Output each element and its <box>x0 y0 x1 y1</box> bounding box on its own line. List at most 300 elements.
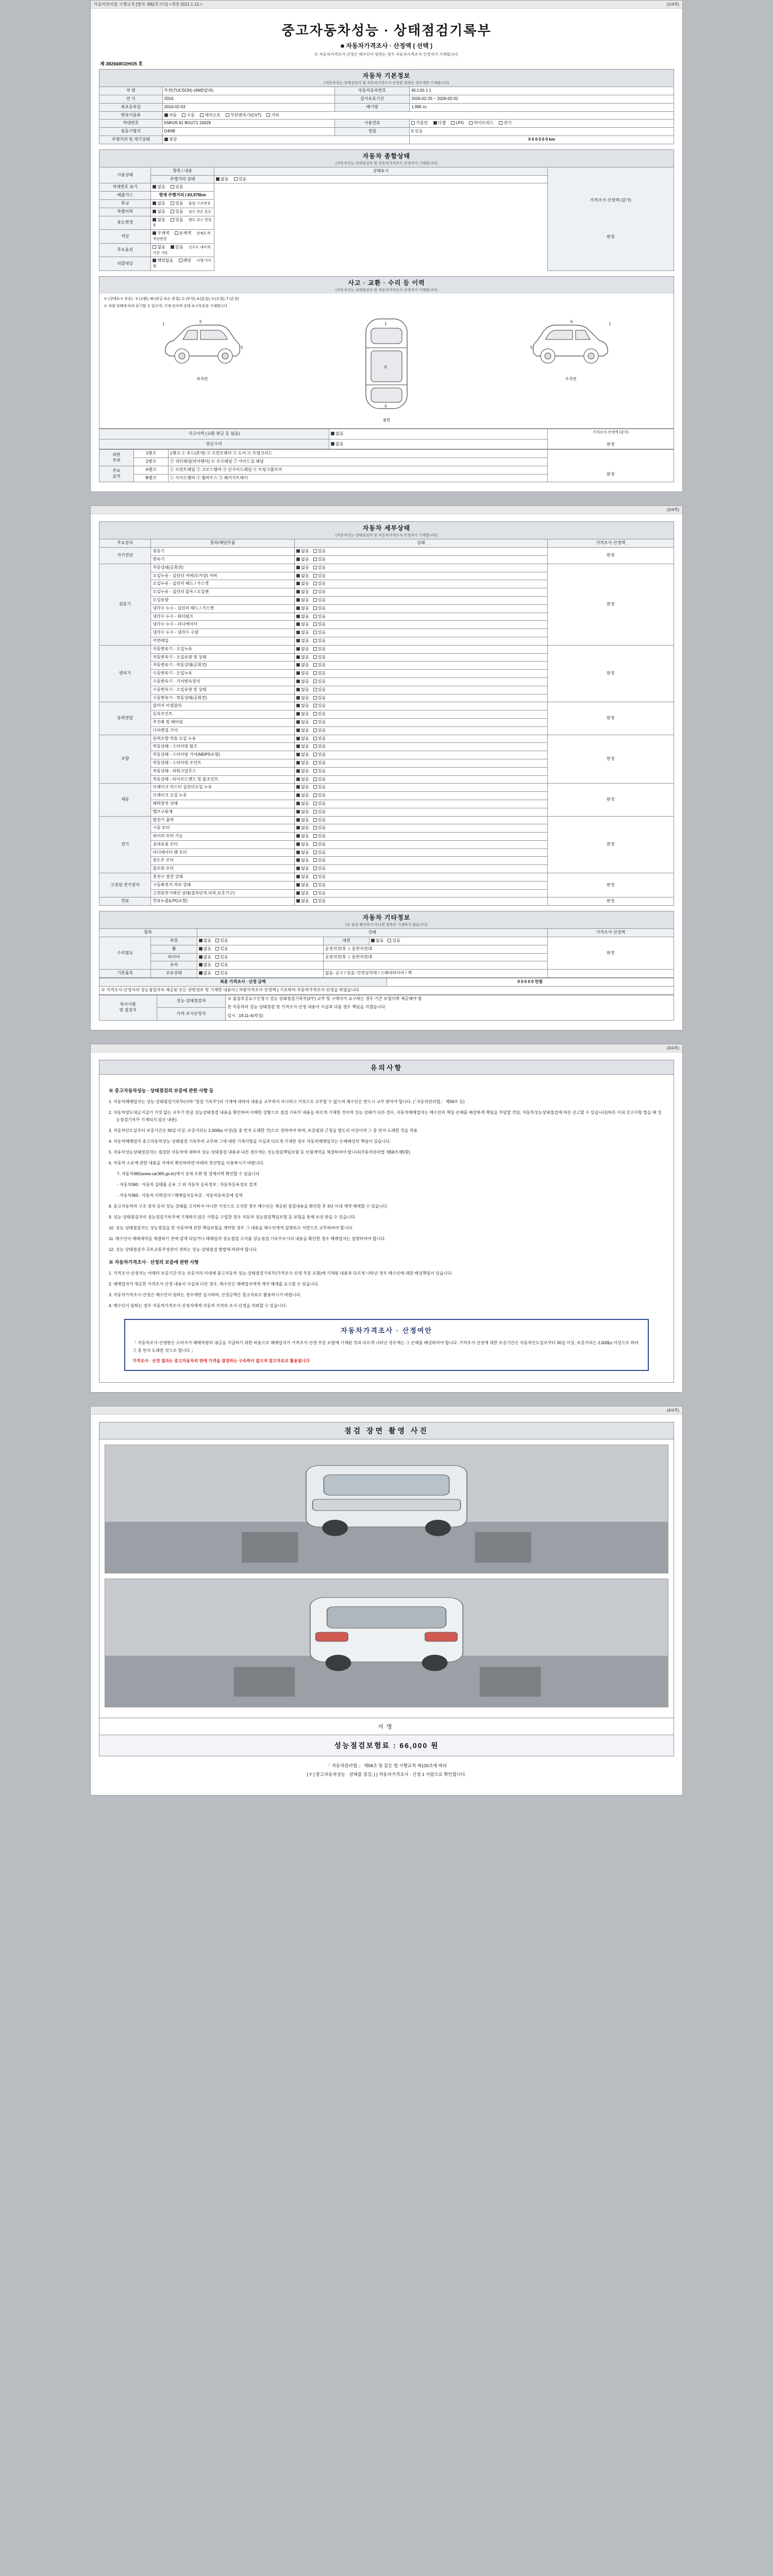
checkbox-icon[interactable] <box>296 785 300 789</box>
checkbox-icon[interactable] <box>313 891 317 895</box>
status-option[interactable]: 없음 <box>296 883 309 888</box>
checkbox-icon[interactable] <box>296 639 300 642</box>
status-option[interactable]: 없음 <box>296 557 309 563</box>
status-option[interactable]: 있음 <box>313 622 326 628</box>
checkbox-icon[interactable] <box>313 761 317 765</box>
status-option[interactable]: 있음 <box>313 769 326 774</box>
checkbox-icon[interactable] <box>313 810 317 814</box>
status-option[interactable]: 있음 <box>313 801 326 807</box>
status-option[interactable]: 없음 <box>296 874 309 880</box>
checkbox-icon[interactable] <box>469 121 473 125</box>
page-mark-1: (1/4쪽) <box>666 2 679 7</box>
checkbox-icon[interactable] <box>199 947 203 951</box>
checkbox-icon[interactable] <box>313 883 317 887</box>
status-option[interactable]: 있음 <box>313 809 326 815</box>
status-option[interactable]: 없음 <box>199 938 211 944</box>
status-option[interactable]: 없음 <box>296 842 309 848</box>
table-row <box>99 873 674 882</box>
status-option[interactable]: 없음 <box>296 818 309 823</box>
status-option[interactable]: 있음 <box>215 955 228 960</box>
status-option[interactable]: 있음 <box>313 565 326 571</box>
status-option[interactable]: 있음 <box>313 785 326 790</box>
checkbox-icon[interactable] <box>411 121 415 125</box>
accident-verdict: 판정 <box>607 442 615 447</box>
checkbox-icon[interactable] <box>313 769 317 773</box>
status-option[interactable]: 없음 <box>199 955 211 960</box>
status-option[interactable]: 있음 <box>313 825 326 831</box>
status-option[interactable]: 없음 <box>296 687 309 693</box>
checkbox-icon[interactable] <box>296 851 300 854</box>
transmission-option[interactable]: 세미오토 <box>200 113 221 118</box>
status-option[interactable]: 있음 <box>313 696 326 701</box>
checkbox-icon[interactable] <box>313 842 317 846</box>
status-option[interactable]: 있음 <box>313 818 326 823</box>
status-option[interactable]: 유채색 <box>175 231 191 236</box>
checkbox-icon[interactable] <box>199 971 203 975</box>
status-option[interactable]: 있음 <box>313 598 326 603</box>
checkbox-icon[interactable] <box>313 639 317 642</box>
item-state <box>295 677 548 686</box>
status-option[interactable]: 있음 <box>313 589 326 595</box>
checkbox-icon[interactable] <box>296 761 300 765</box>
item-state <box>295 808 548 816</box>
fuel-option[interactable]: LPG <box>451 121 464 126</box>
checkbox-icon[interactable] <box>296 598 300 602</box>
status-option[interactable]: 없음 <box>331 431 343 437</box>
checkbox-icon[interactable] <box>313 557 317 561</box>
row-label: 주행거리 상태 <box>151 175 214 183</box>
checkbox-icon[interactable] <box>313 688 317 691</box>
status-option[interactable]: 있음 <box>313 581 326 587</box>
checkbox-icon[interactable] <box>296 712 300 716</box>
status-option[interactable]: 없음 <box>296 589 309 595</box>
status-option[interactable]: 없음 <box>296 573 309 579</box>
status-option[interactable]: 없음 <box>371 938 383 944</box>
checkbox-icon[interactable] <box>199 963 203 967</box>
fuel-option[interactable]: 디젤 <box>433 121 446 126</box>
status-option[interactable]: 없음 <box>296 647 309 652</box>
status-option[interactable]: 없음 <box>296 581 309 587</box>
status-option[interactable]: 없음 <box>296 834 309 839</box>
checkbox-icon[interactable] <box>313 867 317 870</box>
checkbox-icon[interactable] <box>499 121 502 125</box>
status-option[interactable]: 없음 <box>331 442 343 447</box>
checkbox-icon[interactable] <box>296 875 300 878</box>
item-label: 발전기 출력 <box>151 816 295 824</box>
checkbox-icon[interactable] <box>215 971 219 975</box>
label-inspector: 성능·상태점검자 <box>157 995 226 1008</box>
checkbox-icon[interactable] <box>199 955 203 959</box>
checkbox-icon[interactable] <box>179 259 182 262</box>
status-option[interactable]: 있음 <box>313 883 326 888</box>
checkbox-icon[interactable] <box>296 704 300 707</box>
checkbox-icon[interactable] <box>313 622 317 626</box>
checkbox-icon[interactable] <box>153 210 156 213</box>
checkbox-icon[interactable] <box>313 826 317 829</box>
checkbox-icon[interactable] <box>296 663 300 667</box>
status-option[interactable]: 없음 <box>296 696 309 701</box>
checkbox-icon[interactable] <box>313 785 317 789</box>
status-option[interactable]: 해당없음 <box>153 258 173 264</box>
checkbox-icon[interactable] <box>296 826 300 829</box>
row-status <box>151 200 214 208</box>
row-note: 불법 구조변경 <box>188 202 211 206</box>
checkbox-icon[interactable] <box>313 549 317 553</box>
checkbox-icon[interactable] <box>199 939 203 942</box>
label-first-reg: 최초등록일 <box>99 103 163 111</box>
status-option[interactable]: 없음 <box>296 801 309 807</box>
status-option[interactable]: 없음 <box>296 720 309 725</box>
inspection-fee: 성능점검보험료 : 66,000 원 <box>334 1741 439 1750</box>
checkbox-icon[interactable] <box>296 858 300 862</box>
status-option[interactable]: 있음 <box>313 663 326 668</box>
checkbox-icon[interactable] <box>331 432 334 435</box>
checkbox-icon[interactable] <box>296 557 300 561</box>
status-option[interactable]: 없음 <box>296 777 309 783</box>
status-option[interactable]: 있음 <box>313 711 326 717</box>
status-option[interactable]: 없음 <box>199 946 211 952</box>
checkbox-icon[interactable] <box>313 606 317 610</box>
status-option[interactable]: 없음 <box>296 744 309 750</box>
status-option[interactable]: 없음 <box>296 703 309 709</box>
checkbox-icon[interactable] <box>153 185 156 189</box>
checkbox-icon[interactable] <box>296 590 300 594</box>
group-price: 판정 <box>547 645 674 702</box>
status-option[interactable]: 없음 <box>153 184 165 190</box>
page-subnote: ※ 자동차가격조사·산정은 매수인이 원하는 경우 자동차가격조사·산정자가 기재합니다. <box>314 52 459 57</box>
status-option[interactable]: 없음 <box>153 245 165 250</box>
checkbox-icon[interactable] <box>171 201 174 205</box>
checkbox-icon[interactable] <box>153 201 156 205</box>
row-note: 침수 전손 분손 <box>188 210 212 214</box>
checkbox-icon[interactable] <box>313 671 317 675</box>
checkbox-icon[interactable] <box>296 802 300 805</box>
checkbox-icon[interactable] <box>313 737 317 740</box>
status-option[interactable]: 있음 <box>313 638 326 644</box>
checkbox-icon[interactable] <box>296 842 300 846</box>
checkbox-icon[interactable] <box>296 688 300 691</box>
status-option[interactable]: 있음 <box>313 720 326 725</box>
svg-text:6: 6 <box>570 319 573 324</box>
status-option[interactable]: 있음 <box>313 703 326 709</box>
status-option[interactable]: 없음 <box>296 606 309 612</box>
checkbox-icon[interactable] <box>234 177 238 181</box>
status-option[interactable]: 없음 <box>296 565 309 571</box>
checkbox-icon[interactable] <box>313 598 317 602</box>
status-option[interactable]: 없음 <box>296 891 309 896</box>
label-engine-type: 원동기형식 <box>99 128 163 136</box>
checkbox-icon[interactable] <box>313 720 317 724</box>
checkbox-icon[interactable] <box>296 566 300 569</box>
checkbox-icon[interactable] <box>296 647 300 651</box>
checkbox-icon[interactable] <box>215 947 219 951</box>
checkbox-icon[interactable] <box>164 113 168 117</box>
checkbox-icon[interactable] <box>313 574 317 578</box>
checkbox-icon[interactable] <box>226 113 229 117</box>
checkbox-icon[interactable] <box>296 720 300 724</box>
checkbox-icon[interactable] <box>313 875 317 878</box>
checkbox-icon[interactable] <box>313 566 317 569</box>
checkbox-icon[interactable] <box>331 442 334 446</box>
status-option[interactable]: 있음 <box>313 728 326 734</box>
status-option[interactable]: 없음 <box>296 679 309 685</box>
status-option[interactable]: 있음 <box>215 962 228 968</box>
checkbox-icon[interactable] <box>388 939 391 942</box>
status-option[interactable]: 없음 <box>296 614 309 620</box>
checkbox-icon[interactable] <box>296 631 300 634</box>
notice-heading-1: ※ 중고자동차성능 · 상태점검의 보증에 관한 사항 등 <box>109 1088 214 1094</box>
status-option[interactable]: 있음 <box>313 834 326 839</box>
group-price: 판정 <box>547 897 674 906</box>
checkbox-icon[interactable] <box>266 113 270 117</box>
status-option[interactable]: 있음 <box>313 899 326 904</box>
status-option[interactable]: 무채색 <box>153 231 169 236</box>
checkbox-icon[interactable] <box>296 891 300 895</box>
status-option[interactable]: 있음 <box>313 842 326 848</box>
row-note: 전체도색 색상변경 <box>153 232 211 241</box>
checkbox-icon[interactable] <box>296 671 300 675</box>
checkbox-icon[interactable] <box>296 582 300 585</box>
status-option[interactable]: 있음 <box>313 777 326 783</box>
status-option[interactable]: 있음 <box>313 614 326 620</box>
checkbox-icon[interactable] <box>153 259 156 262</box>
checkbox-icon[interactable] <box>296 606 300 610</box>
notice-item: 7. 자동차365(www.car365.go.kr)에서 상세 조회 및 경제이력 확인할 수 있습니다 <box>117 1171 260 1176</box>
checkbox-icon[interactable] <box>164 138 168 141</box>
checkbox-icon[interactable] <box>171 245 174 249</box>
status-option[interactable]: 있음 <box>313 752 326 758</box>
status-option[interactable]: 없음 <box>296 655 309 660</box>
checkbox-icon[interactable] <box>171 185 174 189</box>
label-fuel: 사용연료 <box>335 120 410 128</box>
status-option[interactable]: 있음 <box>313 630 326 636</box>
status-option[interactable]: 있음 <box>313 760 326 766</box>
status-option[interactable]: 있음 <box>171 201 183 207</box>
status-option[interactable]: 없음 <box>216 177 228 182</box>
checkbox-icon[interactable] <box>296 834 300 838</box>
status-option[interactable]: 있음 <box>313 573 326 579</box>
status-option[interactable]: 없음 <box>296 671 309 676</box>
checkbox-icon[interactable] <box>313 680 317 683</box>
checkbox-icon[interactable] <box>296 810 300 814</box>
checkbox-icon[interactable] <box>296 899 300 903</box>
checkbox-icon[interactable] <box>175 231 178 235</box>
status-option[interactable]: 있음 <box>171 184 183 190</box>
checkbox-icon[interactable] <box>313 858 317 862</box>
checkbox-icon[interactable] <box>313 744 317 748</box>
status-option[interactable]: 없음 <box>296 549 309 554</box>
checkbox-icon[interactable] <box>313 728 317 732</box>
checkbox-icon[interactable] <box>313 777 317 781</box>
car-side-right-icon <box>527 315 615 371</box>
checkbox-icon[interactable] <box>313 899 317 903</box>
status-option[interactable]: 있음 <box>313 671 326 676</box>
checkbox-icon[interactable] <box>313 582 317 585</box>
item-label: 자동변속기 - 오일누유 <box>151 645 295 653</box>
checkbox-icon[interactable] <box>451 121 455 125</box>
notice-sub-item: 1. 가격조사·산정자는 아래의 보증기간 또는 보증거리 이내에 중고자동차 성능·상태점검기록부(가격조사·산정 부분 포함)에 기재된 내용과 다르게 나타난 경우 매수인에 대한 배상책임이 있습니다. <box>109 1270 453 1276</box>
checkbox-icon[interactable] <box>313 663 317 667</box>
item-interior: 내장 <box>323 937 369 945</box>
status-option[interactable]: 있음 <box>313 891 326 896</box>
status-option[interactable]: 없음 <box>153 209 165 215</box>
status-option[interactable]: 없음 <box>296 769 309 774</box>
col-main-device: 주요장치 <box>99 539 151 548</box>
checkbox-icon[interactable] <box>313 631 317 634</box>
status-option[interactable]: 있음 <box>313 647 326 652</box>
status-option[interactable]: 있음 <box>215 971 228 976</box>
status-option[interactable]: 없음 <box>296 858 309 863</box>
checkbox-icon[interactable] <box>200 113 204 117</box>
transmission-option[interactable]: 수동 <box>182 113 194 118</box>
checkbox-icon[interactable] <box>296 818 300 822</box>
status-option[interactable]: 없음 <box>296 785 309 790</box>
checkbox-icon[interactable] <box>313 818 317 822</box>
checkbox-icon[interactable] <box>215 955 219 959</box>
checkbox-icon[interactable] <box>296 793 300 797</box>
status-option[interactable]: 있음 <box>388 938 400 944</box>
status-option[interactable]: 있음 <box>313 679 326 685</box>
status-option[interactable]: 없음 <box>296 630 309 636</box>
checkbox-icon[interactable] <box>296 883 300 887</box>
checkbox-icon[interactable] <box>296 737 300 740</box>
checkbox-icon[interactable] <box>313 655 317 659</box>
status-option[interactable]: 없음 <box>296 663 309 668</box>
checkbox-icon[interactable] <box>296 574 300 578</box>
item-possession: 보유상태 <box>151 970 197 978</box>
checkbox-icon[interactable] <box>371 939 375 942</box>
status-option[interactable]: 있음 <box>313 866 326 872</box>
checkbox-icon[interactable] <box>182 113 186 117</box>
checkbox-icon[interactable] <box>296 696 300 700</box>
status-option[interactable]: 있음 <box>171 217 183 223</box>
checkbox-icon[interactable] <box>313 696 317 700</box>
status-option[interactable]: 있음 <box>171 209 183 215</box>
checkbox-icon[interactable] <box>313 712 317 716</box>
checkbox-icon[interactable] <box>313 793 317 797</box>
status-option[interactable]: 있음 <box>313 549 326 554</box>
notice-sub-item: 3. 자동차가격조사·산정은 매수인이 원하는 경우에만 실시하며, 산정금액은 참고자료로 활용하시기 바랍니다. <box>109 1292 301 1297</box>
checkbox-icon[interactable] <box>153 231 156 235</box>
checkbox-icon[interactable] <box>296 753 300 756</box>
fuel-option[interactable]: 가솔린 <box>411 121 428 126</box>
status-option[interactable]: 없음 <box>296 711 309 717</box>
checkbox-icon[interactable] <box>313 834 317 838</box>
footer-line-2: [ Y ] 중고자동차성능 · 상태를 점검, [ ] 자동차가격조사 · 산정 1 사람으로 확인합니다. <box>307 1771 466 1777</box>
checkbox-icon[interactable] <box>153 245 156 249</box>
status-option[interactable]: 있음 <box>215 938 228 944</box>
fuel-option[interactable]: 전기 <box>499 121 511 126</box>
checkbox-icon[interactable] <box>313 753 317 756</box>
status-option[interactable]: 없음 <box>296 760 309 766</box>
mileage-option[interactable]: 정상 <box>164 137 177 143</box>
checkbox-icon[interactable] <box>313 704 317 707</box>
checkbox-icon[interactable] <box>313 615 317 618</box>
item-state <box>295 849 548 857</box>
status-option[interactable]: 없음 <box>296 825 309 831</box>
transmission-option[interactable]: 기타 <box>266 113 279 118</box>
item-state <box>295 572 548 580</box>
transmission-option[interactable]: 자동 <box>164 113 177 118</box>
checkbox-icon[interactable] <box>296 549 300 553</box>
status-option[interactable]: 있음 <box>171 245 183 250</box>
checkbox-icon[interactable] <box>215 963 219 967</box>
status-option[interactable]: 있음 <box>313 557 326 563</box>
label-inspection-period: 검사유효기간 <box>335 95 410 104</box>
status-option[interactable]: 있음 <box>215 946 228 952</box>
checkbox-icon[interactable] <box>313 802 317 805</box>
accident-history-table <box>99 429 674 449</box>
car-side-left-icon <box>158 315 246 371</box>
checkbox-icon[interactable] <box>296 777 300 781</box>
checkbox-icon[interactable] <box>313 647 317 651</box>
checkbox-icon[interactable] <box>171 210 174 213</box>
status-option[interactable]: 없음 <box>296 598 309 603</box>
checkbox-icon[interactable] <box>313 590 317 594</box>
status-option[interactable]: 없음 <box>199 962 211 968</box>
status-option[interactable]: 없음 <box>296 622 309 628</box>
status-option[interactable]: 없음 <box>296 736 309 742</box>
status-option[interactable]: 있음 <box>313 744 326 750</box>
status-option[interactable]: 없음 <box>296 850 309 856</box>
checkbox-icon[interactable] <box>296 615 300 618</box>
item-state <box>295 784 548 792</box>
status-option[interactable]: 해당 <box>179 258 191 264</box>
status-option[interactable]: 없음 <box>153 217 165 223</box>
status-option[interactable]: 없음 <box>296 728 309 734</box>
status-option[interactable]: 있음 <box>313 850 326 856</box>
parts-list-1: 1랭크 ① 후드(본넷) ② 프런트펜더 ③ 도어 ④ 트렁크리드 <box>168 450 547 458</box>
checkbox-icon[interactable] <box>296 655 300 659</box>
inspection-photo-rear <box>105 1579 668 1707</box>
checkbox-icon[interactable] <box>296 622 300 626</box>
checkbox-icon[interactable] <box>296 867 300 870</box>
checkbox-icon[interactable] <box>313 851 317 854</box>
status-option[interactable]: 있음 <box>313 874 326 880</box>
item-label: 윈도우 모터 <box>151 857 295 865</box>
checkbox-icon[interactable] <box>216 177 220 181</box>
checkbox-icon[interactable] <box>153 218 156 222</box>
col-other-state: 상태 <box>197 929 547 937</box>
status-option[interactable]: 있음 <box>313 687 326 693</box>
checkbox-icon[interactable] <box>296 728 300 732</box>
status-option[interactable]: 있음 <box>234 177 246 182</box>
item-label: 수동변속기 - 오일누유 <box>151 670 295 678</box>
checkbox-icon[interactable] <box>171 218 174 222</box>
status-option[interactable]: 있음 <box>313 736 326 742</box>
status-option[interactable]: 있음 <box>313 858 326 863</box>
notice-item: 10. 성능·상태점검자는 성능점검을 한 자동차에 관한 책임보험을 계약한 경우 그 내용을 매수인에게 설명하고 서면으로 교부하여야 합니다. <box>109 1225 354 1230</box>
checkbox-icon[interactable] <box>296 744 300 748</box>
status-option[interactable]: 있음 <box>313 655 326 660</box>
status-option[interactable]: 없음 <box>296 793 309 799</box>
checkbox-icon[interactable] <box>296 680 300 683</box>
status-option[interactable]: 없음 <box>296 752 309 758</box>
status-option[interactable]: 없음 <box>296 866 309 872</box>
status-option[interactable]: 없음 <box>296 638 309 644</box>
status-option[interactable]: 있음 <box>313 606 326 612</box>
status-option[interactable]: 있음 <box>313 793 326 799</box>
status-option[interactable]: 없음 <box>153 201 165 207</box>
checkbox-icon[interactable] <box>296 769 300 773</box>
status-option[interactable]: 없음 <box>296 809 309 815</box>
checkbox-icon[interactable] <box>433 121 437 125</box>
checkbox-icon[interactable] <box>215 939 219 942</box>
status-option[interactable]: 없음 <box>199 971 211 976</box>
status-option[interactable]: 없음 <box>296 899 309 904</box>
transmission-option[interactable]: 무단변속기(CVT) <box>226 113 261 118</box>
fuel-option[interactable]: 하이브리드 <box>469 121 494 126</box>
